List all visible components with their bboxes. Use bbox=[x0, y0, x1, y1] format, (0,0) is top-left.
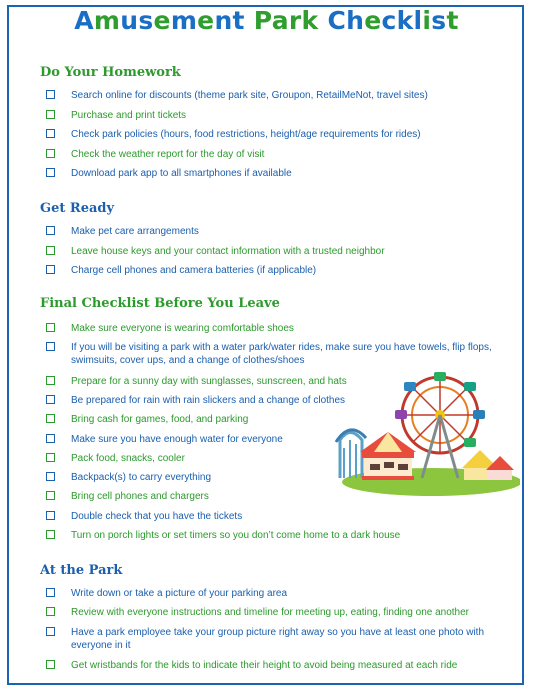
title-segment: e bbox=[197, 6, 215, 35]
checkbox[interactable] bbox=[46, 265, 55, 274]
checklist-item-label: Charge cell phones and camera batteries (if applicable) bbox=[71, 265, 317, 276]
checkbox[interactable] bbox=[46, 511, 55, 520]
checklist-item bbox=[46, 225, 501, 238]
checklist-item bbox=[46, 89, 501, 102]
checklist-item bbox=[46, 148, 501, 161]
title-segment: nt bbox=[214, 6, 254, 35]
checkbox[interactable] bbox=[46, 491, 55, 500]
checkbox[interactable] bbox=[46, 453, 55, 462]
section-heading: Final Checklist Before You Leave bbox=[40, 296, 280, 311]
checklist-item bbox=[46, 529, 501, 542]
checklist-item bbox=[46, 626, 501, 652]
title-segment: e bbox=[153, 6, 171, 35]
checkbox[interactable] bbox=[46, 342, 55, 351]
checklist-item-label: If you will be visiting a park with a water park/water rides, make sure you have towels, flip flops, swimsuits, cover ups, and a change of clothes/shoes bbox=[71, 342, 492, 366]
checklist-item-label: Get wristbands for the kids to indicate their height to avoid being measured at each ride bbox=[71, 660, 458, 671]
checklist-item-label: Make sure everyone is wearing comfortable shoes bbox=[71, 323, 294, 334]
section-heading: Do Your Homework bbox=[40, 65, 181, 80]
checklist-item-label: Bring cell phones and chargers bbox=[71, 491, 209, 502]
checklist-item-label: Pack food, snacks, cooler bbox=[71, 453, 185, 464]
title-segment: Park bbox=[253, 6, 319, 35]
checklist-item-label: Search online for discounts (theme park site, Groupon, RetailMeNot, travel sites) bbox=[71, 90, 428, 101]
checklist-item-label: Be prepared for rain with rain slickers and a change of clothes bbox=[71, 395, 346, 406]
title-segment: ckl bbox=[381, 6, 423, 35]
title-segment: m bbox=[170, 6, 198, 35]
section-heading: At the Park bbox=[40, 563, 123, 578]
checklist-item bbox=[46, 167, 501, 180]
checklist-item-label: Prepare for a sunny day with sunglasses, sunscreen, and hats bbox=[71, 376, 347, 387]
checkbox[interactable] bbox=[46, 168, 55, 177]
checklist-item-label: Check park policies (hours, food restrictions, height/age requirements for rides) bbox=[71, 129, 421, 140]
checklist-item-label: Backpack(s) to carry everything bbox=[71, 472, 212, 483]
checklist-item-label: Check the weather report for the day of visit bbox=[71, 149, 265, 160]
checkbox[interactable] bbox=[46, 110, 55, 119]
checklist-item bbox=[46, 510, 501, 523]
checklist-item bbox=[46, 587, 501, 600]
page-title bbox=[0, 6, 533, 35]
checkbox[interactable] bbox=[46, 149, 55, 158]
title-segment: t bbox=[446, 6, 459, 35]
checkbox[interactable] bbox=[46, 129, 55, 138]
checkbox[interactable] bbox=[46, 434, 55, 443]
checkbox[interactable] bbox=[46, 607, 55, 616]
title-segment: us bbox=[120, 6, 154, 35]
checkbox[interactable] bbox=[46, 530, 55, 539]
checklist-item-label: Double check that you have the tickets bbox=[71, 511, 243, 522]
checkbox[interactable] bbox=[46, 588, 55, 597]
checklist-item-label: Write down or take a picture of your parking area bbox=[71, 588, 288, 599]
title-segment: A bbox=[74, 6, 94, 35]
title-segment: Ch bbox=[318, 6, 365, 35]
amusement-park-illustration bbox=[330, 370, 520, 500]
checkbox[interactable] bbox=[46, 472, 55, 481]
checkbox[interactable] bbox=[46, 323, 55, 332]
title-segment: i bbox=[422, 6, 432, 35]
title-segment: s bbox=[431, 6, 447, 35]
checklist-item bbox=[46, 341, 501, 367]
checkbox[interactable] bbox=[46, 395, 55, 404]
checkbox[interactable] bbox=[46, 246, 55, 255]
checklist-item bbox=[46, 128, 501, 141]
checklist-item-label: Leave house keys and your contact information with a trusted neighbor bbox=[71, 246, 385, 257]
checkbox[interactable] bbox=[46, 414, 55, 423]
title-segment: m bbox=[93, 6, 121, 35]
checklist-item-label: Turn on porch lights or set timers so you don’t come home to a dark house bbox=[71, 530, 401, 541]
checklist-item-label: Bring cash for games, food, and parking bbox=[71, 414, 249, 425]
checkbox[interactable] bbox=[46, 660, 55, 669]
checklist-item-label: Make sure you have enough water for everyone bbox=[71, 434, 283, 445]
checklist-item-label: Download park app to all smartphones if available bbox=[71, 168, 292, 179]
checkbox[interactable] bbox=[46, 226, 55, 235]
checklist-item bbox=[46, 264, 501, 277]
section-heading: Get Ready bbox=[40, 201, 115, 216]
checkbox[interactable] bbox=[46, 90, 55, 99]
checklist-item bbox=[46, 109, 501, 122]
checklist-item-label: Review with everyone instructions and timeline for meeting up, eating, finding one another bbox=[71, 607, 470, 618]
checklist-item-label: Make pet care arrangements bbox=[71, 226, 199, 237]
checklist-item bbox=[46, 322, 501, 335]
checklist-item-label: Purchase and print tickets bbox=[71, 110, 187, 121]
checklist-item-label: Have a park employee take your group picture right away so you have at least one photo with everyone in it bbox=[71, 627, 485, 651]
checkbox[interactable] bbox=[46, 376, 55, 385]
checklist-item bbox=[46, 245, 501, 258]
title-segment: e bbox=[364, 6, 382, 35]
checklist-item bbox=[46, 659, 501, 672]
checklist-item bbox=[46, 606, 501, 619]
checkbox[interactable] bbox=[46, 627, 55, 636]
